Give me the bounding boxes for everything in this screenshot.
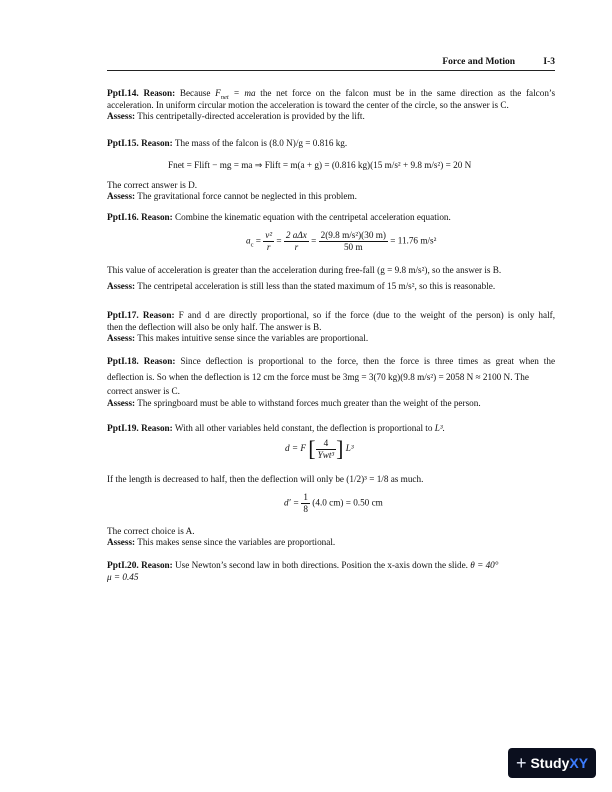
reason-label: Reason: [141,560,173,570]
reason-label: Reason: [142,310,175,320]
text: The correct choice is A. [107,526,195,536]
problem-16-rest [107,265,555,292]
text: If the length is decreased to half, then the deflection will only be (1/2)³ = 1/8 as much. [107,474,424,484]
problem-19-rest [107,526,555,548]
header-title: Force and Motion [442,57,515,67]
text: The correct answer is D. [107,180,198,190]
assess-label: Assess: [107,281,136,292]
problem-16-equation: $a_c$ = $\frac{\text{v²}}{r}$ = $\frac{\text{2 aΔx}}{r}$ = $\frac{\text{2(9.8 m/s²)(30 m)}}{50 m}$ = 11.76 m/s² [246,230,437,252]
problem-15-assess [107,191,555,202]
problem-16-line2 [107,265,555,276]
text: With all other variables held constant, the deflection is proportional to [174,423,433,433]
problem-19 [107,423,555,435]
text: The mass of the falcon is [174,138,267,148]
problem-14-assess [107,111,555,122]
text: so this is reasonable. [419,281,496,292]
problem-15-equation: Fnet = Flift − mg = ma ⇒ Flift = m(a + g) = (0.816 kg)(15 m/s² + 9.8 m/s²) = 20 N [168,160,472,170]
text: The gravitational force cannot be neglected in this problem. [137,191,357,202]
reason-label: Reason: [143,356,176,366]
plus-icon: + [515,752,527,773]
problem-20 [107,560,555,583]
formula: (8.0 N)/g = 0.816 kg. [269,138,348,148]
text: This centripetally-directed acceleration is provided by the lift. [137,111,365,122]
fraction: $\frac{\text{2(9.8 m/s²)(30 m)}}{50 m}$ [320,230,386,252]
text: This value of acceleration is greater than the acceleration during free-fall [107,265,375,275]
problem-id: PptI.17. [107,311,139,321]
problem-18-line1 [107,356,555,368]
text: Combine the kinematic equation with the centripetal acceleration equation. [175,212,451,222]
assess-label: Assess: [107,333,136,344]
problem-id: PptI.18. [107,357,139,367]
header-page-number: I-3 [543,57,555,67]
problem-15-line1 [107,138,555,150]
problem-17 [107,310,555,345]
text: The springboard must be able to withstand forces much greater than the weight of the person. [137,397,481,408]
problem-17-assess [107,333,555,344]
formula: μ = 0.45 [107,572,139,583]
text: Since deflection is proportional to the force, then the force is three times as great when the [180,356,556,366]
text: so the answer is B. [432,265,502,275]
problem-14-line2: acceleration. In uniform circular motion the acceleration is toward the center of the circle, so the answer is C. [107,100,509,111]
problem-15 [107,138,555,150]
problem-16 [107,212,555,224]
assess-label: Assess: [107,397,136,408]
assess-label: Assess: [107,111,136,122]
problem-19-assess [107,537,555,548]
text: The centripetal acceleration is still less than the stated maximum of [137,281,385,292]
problem-18 [107,356,555,409]
header-rule [107,70,555,71]
text: then the deflection will also be only half. The answer is B. [107,322,322,333]
text: Because [179,88,211,98]
problem-id: PptI.15. [107,139,139,149]
text: the net force on the falcon must be in the same direction as the falcon’s [260,88,556,98]
reason-label: Reason: [141,212,173,222]
fraction: $\frac{\text{v²}}{r}$ [265,230,273,252]
problem-19-line1 [107,423,555,435]
text: correct answer is C. [107,386,180,397]
logo-text: StudyXY [530,755,589,771]
problem-14-line1 [107,88,555,100]
text: This makes intuitive sense since the variables are proportional. [137,333,369,344]
page-header [107,57,555,70]
problem-19-equation-2: d′ = $\frac{1}{8}$ (4.0 cm) = 0.50 cm [284,492,383,514]
formula: (g = 9.8 m/s²), [377,265,430,275]
problem-17-line1 [107,310,555,322]
reason-label: Reason: [141,138,173,148]
assess-label: Assess: [107,537,136,548]
text: F and d are directly proportional, so if the force (due to the weight of the person) is only half, [178,310,555,320]
problem-15-rest [107,180,555,202]
reason-label: Reason: [141,423,173,433]
problem-id: PptI.16. [107,213,139,223]
text: Use Newton’s second law in both directions. Position the x-axis down the slide. [175,560,468,570]
problem-id: PptI.20. [107,561,139,571]
problem-id: PptI.14. [107,89,139,99]
formula: L³. [434,423,445,433]
fraction: $\frac{4}{\text{Ywt³}}$ [317,437,335,460]
problem-16-assess [107,281,555,292]
fraction: $\frac{1}{8}$ [303,492,308,514]
assess-label: Assess: [107,191,136,202]
formula: $F_{net}$ = ma [215,88,256,101]
problem-14 [107,88,555,123]
text: deflection is. So when the deflection is 12 cm the force must be 3mg = 3(70 kg)(9.8 m/s²) = 2058 N ≈ 2100 N. The [107,372,529,383]
problem-18-assess [107,398,555,409]
formula: θ = 40° [470,560,499,570]
reason-label: Reason: [143,88,176,98]
problem-19-line2 [107,474,555,485]
problem-16-line1 [107,212,555,224]
text: This makes sense since the variables are proportional. [137,537,336,548]
problem-20-line1 [107,560,555,572]
studyxy-logo [508,748,596,778]
formula: 15 m/s², [387,281,417,292]
fraction: $\frac{\text{2 aΔx}}{r}$ [285,230,307,252]
problem-id: PptI.19. [107,424,139,434]
problem-19-equation-1: d = F [ $\frac{4}{\text{Ywt³}}$ ] L³ [285,436,354,461]
